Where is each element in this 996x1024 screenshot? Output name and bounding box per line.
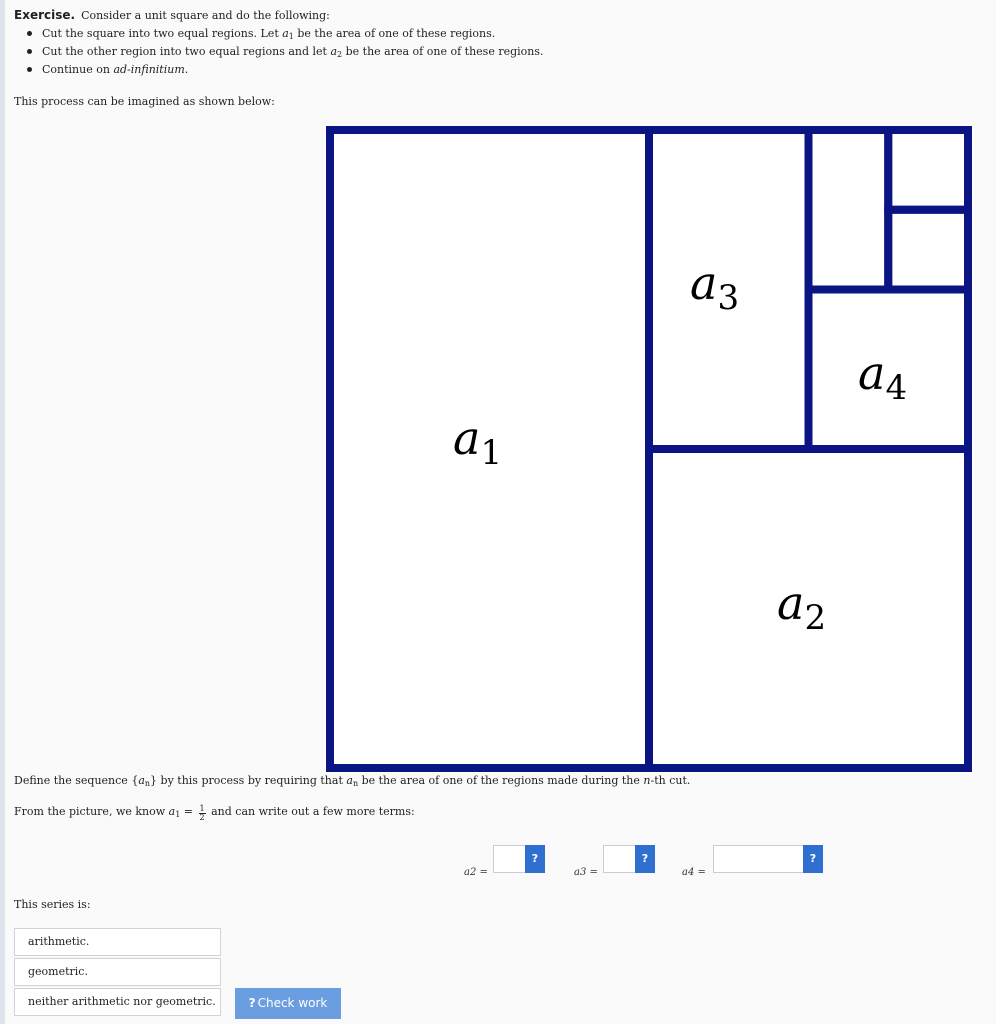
region-a6 xyxy=(888,210,968,290)
label-a2: $a_2$ xyxy=(777,576,827,638)
exercise-label: Exercise. xyxy=(14,8,76,22)
option-neither[interactable]: neither arithmetic nor geometric. xyxy=(14,988,221,1016)
sequence-definition: Define the sequence $\{a_n\}$ by this process by requiring that $a_n$ be the area of one of the regions made during the n-th cut. xyxy=(14,774,691,788)
bullet-dot xyxy=(27,67,32,72)
known-value-text: From the picture, we know $a_1$ = $\frac{1}{2}$ and can write out a few more terms: xyxy=(14,804,415,822)
option-geometric[interactable]: geometric. xyxy=(14,958,221,986)
a2-answer-input[interactable] xyxy=(493,845,526,873)
a3-answer-input[interactable] xyxy=(603,845,636,873)
figure-drawing xyxy=(325,125,973,773)
label-a3: $a_3$ xyxy=(690,256,740,318)
square-subdivision-figure xyxy=(325,125,973,773)
bullet-dot xyxy=(27,49,32,54)
step-1: Cut the square into two equal regions. Let $a_1$ be the area of one of these regions. xyxy=(42,27,496,41)
a3-help-button[interactable]: ? xyxy=(635,845,655,873)
answer-label-a2: a2 = xyxy=(464,867,488,878)
answer-label-a4: a4 = xyxy=(682,867,706,878)
a4-answer-input[interactable] xyxy=(713,845,804,873)
exercise-intro: Exercise. Consider a unit square and do the following: xyxy=(14,8,330,22)
series-prompt: This series is: xyxy=(14,898,91,911)
answer-label-a3: a3 = xyxy=(574,867,598,878)
region-a5 xyxy=(809,130,889,290)
check-work-button[interactable]: ? Check work xyxy=(235,988,341,1019)
region-a7 xyxy=(888,130,968,210)
process-text: This process can be imagined as shown below: xyxy=(14,95,275,108)
a2-help-button[interactable]: ? xyxy=(525,845,545,873)
help-question-icon: ? xyxy=(248,996,256,1010)
label-a4: $a_4$ xyxy=(858,346,908,408)
exercise-page xyxy=(5,0,996,1024)
label-a1: $a_1$ xyxy=(453,411,503,473)
step-3: Continue on ad-infinitium. xyxy=(42,63,189,76)
bullet-dot xyxy=(27,31,32,36)
option-arithmetic[interactable]: arithmetic. xyxy=(14,928,221,956)
fraction-one-half: $\frac{1}{2}$ xyxy=(199,804,205,822)
step-2: Cut the other region into two equal regions and let $a_2$ be the area of one of these regions. xyxy=(42,45,544,59)
a4-help-button[interactable]: ? xyxy=(803,845,823,873)
